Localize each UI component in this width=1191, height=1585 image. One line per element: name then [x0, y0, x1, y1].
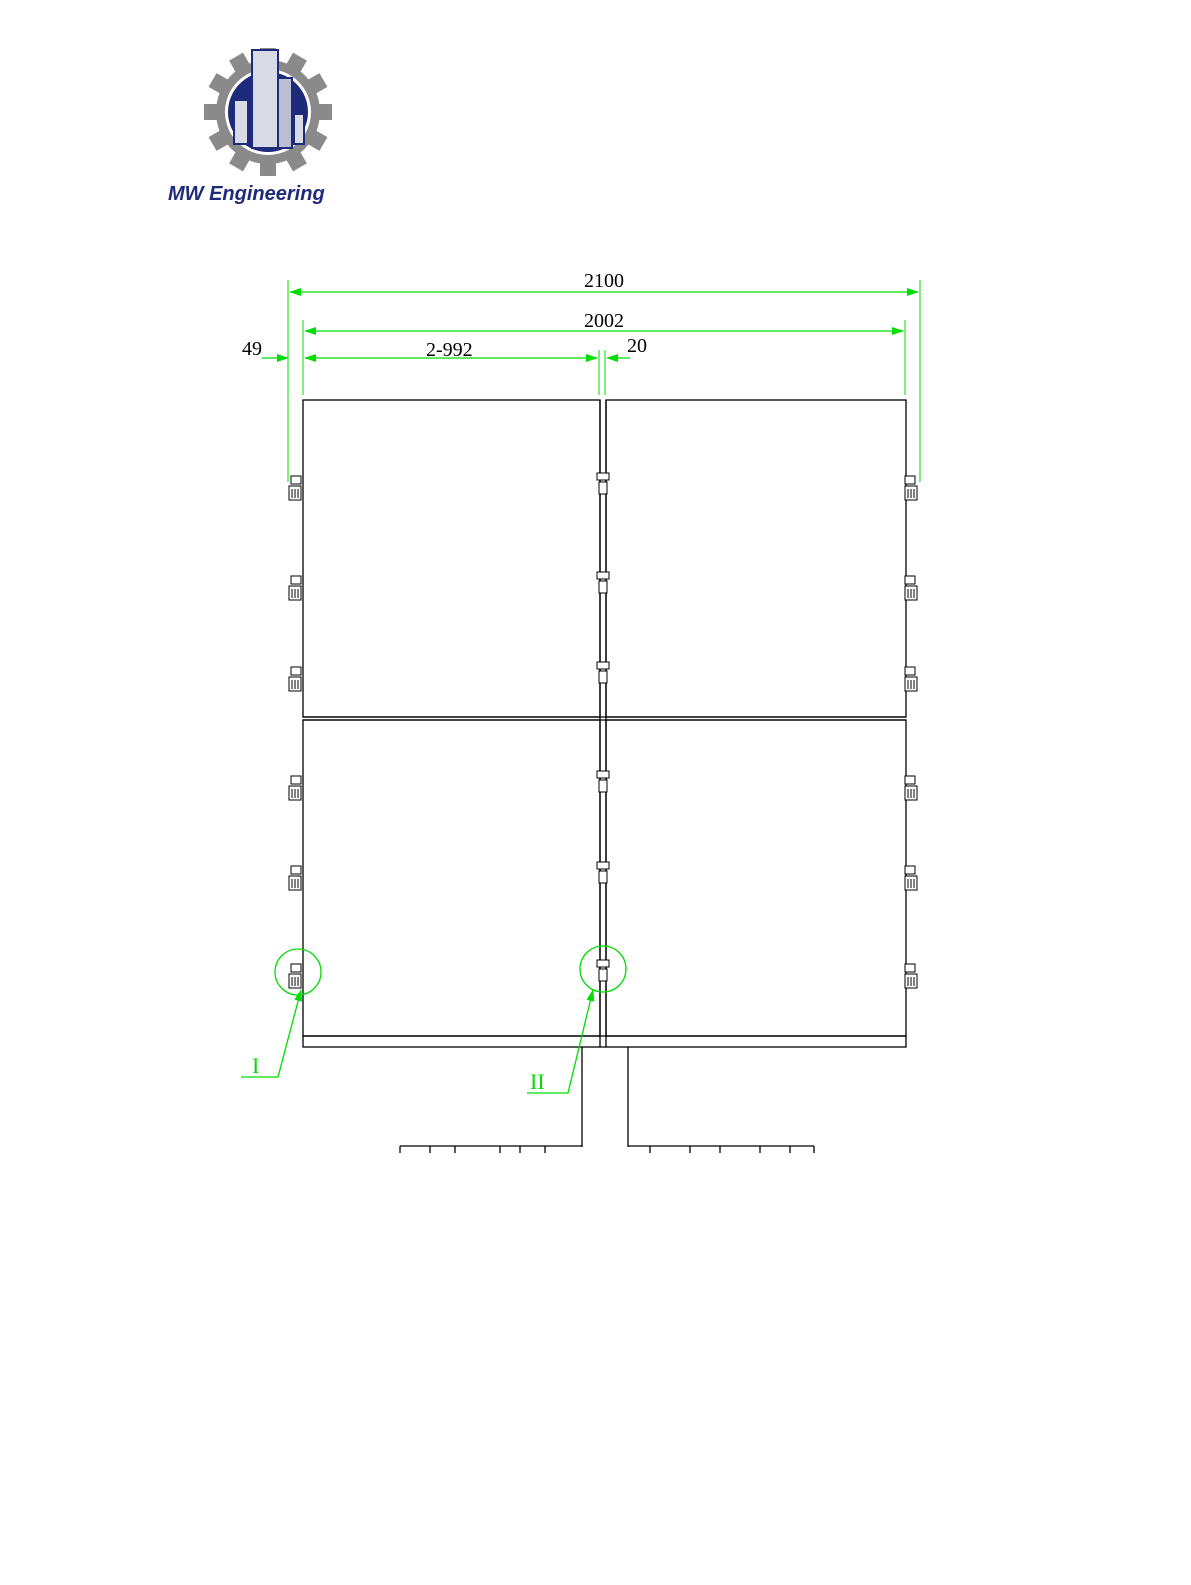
detail-1-label: I [252, 1053, 260, 1078]
clamp [905, 866, 917, 890]
panel-top-left [303, 400, 600, 717]
clamp [905, 476, 917, 500]
bottom-rail [303, 1036, 906, 1047]
panel-top-right [606, 400, 906, 717]
clamp [597, 662, 609, 683]
right-clamps [905, 476, 917, 988]
panel-bottom-right [606, 720, 906, 1036]
detail-2-label: II [530, 1069, 545, 1094]
clamp [905, 667, 917, 691]
panel-span-label: 2002 [584, 310, 624, 332]
left-clamps [289, 476, 301, 988]
clamp [289, 576, 301, 600]
company-name: MW Engineering [168, 183, 325, 205]
clamp [597, 960, 609, 981]
clamp [289, 667, 301, 691]
ground-line [400, 1146, 814, 1153]
clamp [597, 473, 609, 494]
clamp [597, 862, 609, 883]
center-clamps [597, 473, 609, 981]
clamp [289, 964, 301, 988]
panel-bottom-left [303, 720, 600, 1036]
clamp [289, 866, 301, 890]
gap-label: 20 [627, 335, 647, 357]
clamp [905, 776, 917, 800]
panel-width-label: 2-992 [426, 339, 473, 361]
clamp [597, 572, 609, 593]
clamp [289, 476, 301, 500]
clamp [289, 776, 301, 800]
clamp [905, 964, 917, 988]
left-offset-label: 49 [242, 338, 262, 360]
clamp [597, 771, 609, 792]
clamp [905, 576, 917, 600]
overall-width-label: 2100 [584, 270, 624, 292]
